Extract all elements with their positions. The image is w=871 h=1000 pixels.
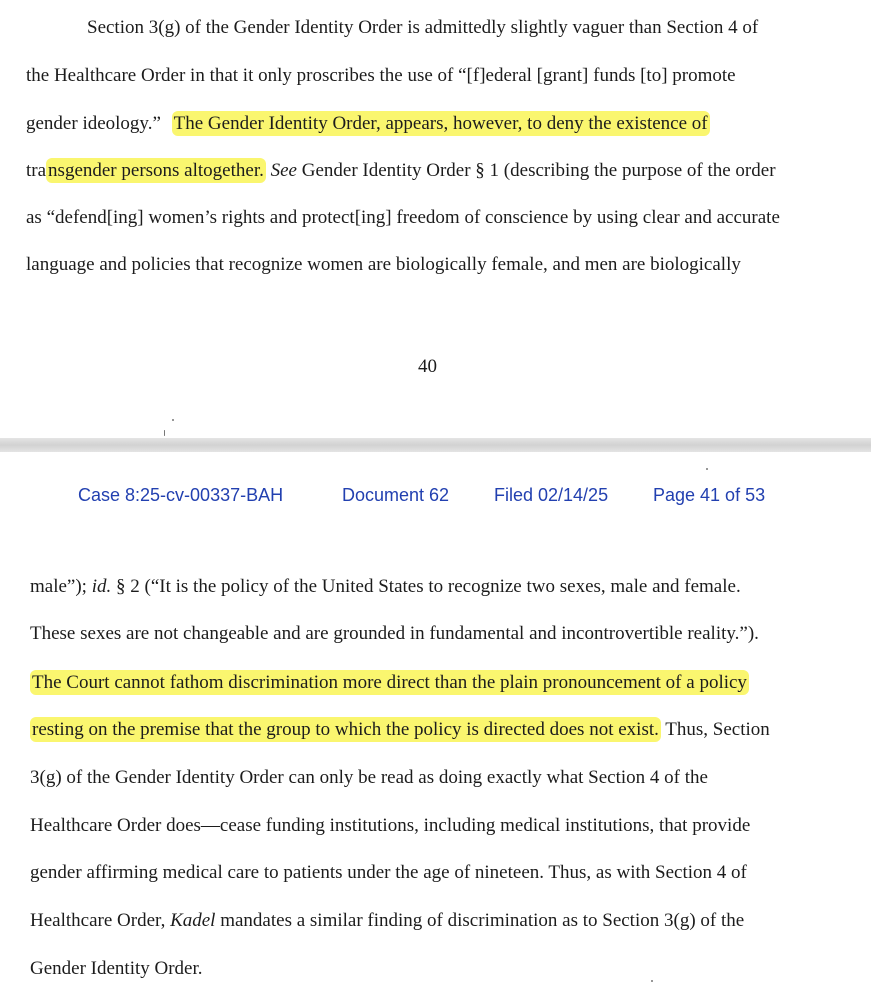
scan-speck bbox=[172, 419, 174, 421]
text-line: Section 3(g) of the Gender Identity Order is admittedly slightly vaguer than Section 4 of bbox=[87, 17, 759, 38]
text-line: tra bbox=[26, 160, 47, 181]
highlighted-text: nsgender persons altogether. bbox=[48, 160, 264, 181]
text-line: Healthcare Order does—cease funding institutions, including medical institutions, that provide bbox=[30, 815, 751, 836]
scan-speck bbox=[651, 980, 653, 982]
text-line: Gender Identity Order § 1 (describing the purpose of the order bbox=[296, 160, 776, 181]
case-number: Case 8:25-cv-00337-BAH bbox=[78, 485, 284, 505]
text-line: language and policies that recognize women are biologically female, and men are biologically bbox=[26, 254, 741, 275]
highlighted-text: The Court cannot fathom discrimination more direct than the plain pronouncement of a policy bbox=[32, 672, 747, 693]
text-line: male”); bbox=[30, 576, 92, 597]
highlighted-text: The Gender Identity Order, appears, however, to deny the existence of bbox=[173, 113, 708, 134]
document-page-40 bbox=[0, 0, 871, 438]
citation-id: id. bbox=[91, 576, 112, 597]
text-line: gender affirming medical care to patients under the age of nineteen. Thus, as with Section 4 of bbox=[30, 862, 747, 883]
text-line: mandates a similar finding of discrimination as to Section 3(g) of the bbox=[215, 910, 745, 931]
text-line: gender ideology.” bbox=[26, 113, 166, 134]
scan-speck bbox=[706, 468, 708, 470]
filed-date: Filed 02/14/25 bbox=[494, 485, 609, 505]
document-number: Document 62 bbox=[342, 485, 450, 505]
text-line: § 2 (“It is the policy of the United States to recognize two sexes, male and female. bbox=[111, 576, 741, 597]
text-line: the Healthcare Order in that it only proscribes the use of “[f]ederal [grant] funds [to] promote bbox=[26, 65, 736, 86]
citation-signal: See bbox=[270, 160, 297, 181]
text-line: as “defend[ing] women’s rights and protect[ing] freedom of conscience by using clear and accurate bbox=[26, 207, 780, 228]
scan-speck bbox=[164, 430, 165, 436]
page-separator bbox=[0, 438, 871, 452]
text-line: These sexes are not changeable and are grounded in fundamental and incontrovertible reality.”). bbox=[30, 623, 759, 644]
page-number: 40 bbox=[418, 356, 437, 377]
page-indicator: Page 41 of 53 bbox=[653, 485, 766, 505]
text-line: Gender Identity Order. bbox=[30, 958, 203, 979]
text-line: Thus, Section bbox=[660, 719, 770, 740]
highlighted-text: resting on the premise that the group to which the policy is directed does not exist. bbox=[32, 719, 659, 740]
case-name: Kadel bbox=[170, 910, 216, 931]
text-line: Healthcare Order, bbox=[30, 910, 171, 931]
text-line: 3(g) of the Gender Identity Order can only be read as doing exactly what Section 4 of the bbox=[30, 767, 708, 788]
